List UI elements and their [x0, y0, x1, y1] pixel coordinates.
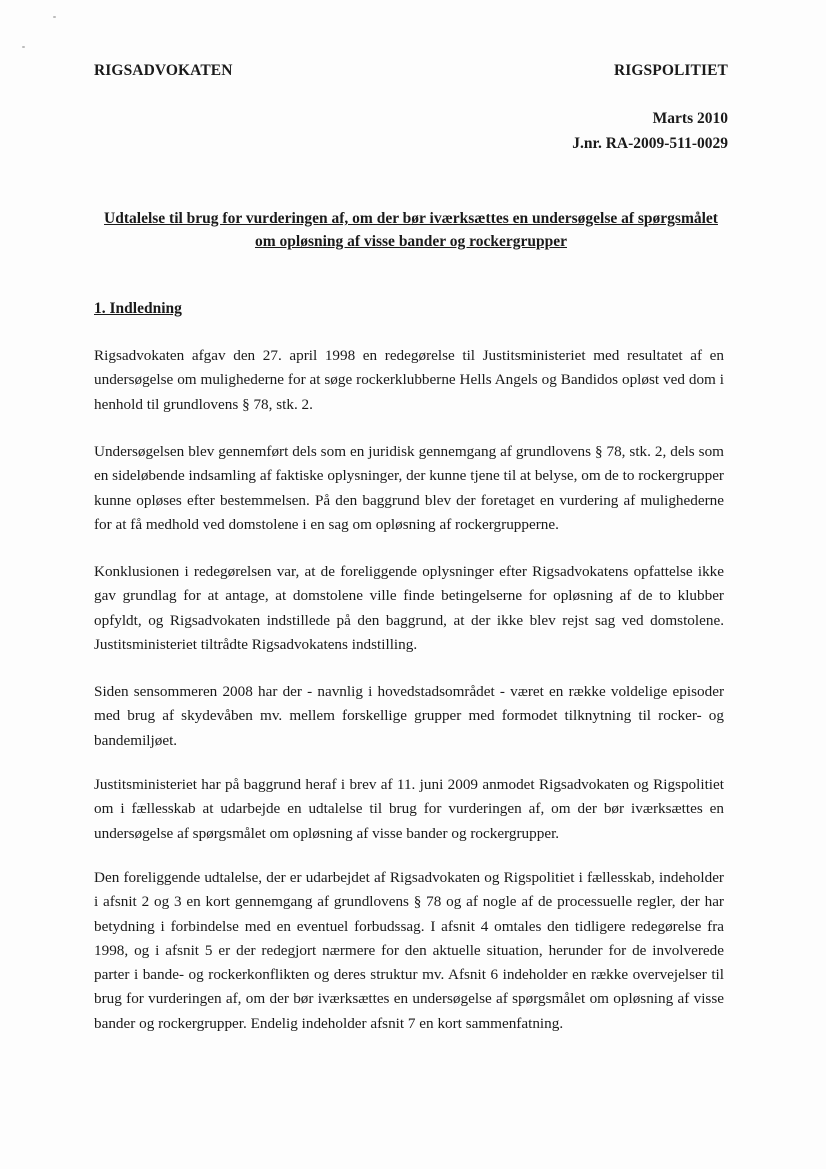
- paragraph: Justitsministeriet har på baggrund heraf i brev af 11. juni 2009 anmodet Rigsadvokaten og Rigspolitiet om i fællesskab at udarbejde en udtalelse til brug for vurderingen af, om der bør iværksættes en undersøgelse af spørgsmålet om opløsning af visse bander og rockergrupper.: [94, 776, 724, 842]
- paragraph: Siden sensommeren 2008 har der - navnlig i hovedstadsområdet - været en række voldelige episoder med brug af skydevåben mv. mellem forskellige grupper med formodet tilknytning til rocker- og bandemiljøet.: [94, 683, 724, 749]
- scan-speck: [22, 46, 25, 48]
- paragraph: Rigsadvokaten afgav den 27. april 1998 en redegørelse til Justitsministeriet med resultatet af en undersøgelse om mulighederne for at søge rockerklubberne Hells Angels og Bandidos opløst ved dom i henhold til grundlovens § 78, stk. 2.: [94, 347, 724, 413]
- header-right-org: RIGSPOLITIET: [613, 62, 728, 79]
- paragraph: Konklusionen i redegørelsen var, at de foreliggende oplysninger efter Rigsadvokatens opfattelse ikke gav grundlag for at antage, at domstolene ville finde betingelserne for opløsning af de to klubber opfyldt, og Rigsadvokaten indstillede på den baggrund, at der ikke blev rejst sag ved domstolene. Justitsministeriet tiltrådte Rigsadvokatens indstilling.: [94, 563, 724, 653]
- journal-number: J.nr. RA-2009-511-0029: [572, 135, 728, 152]
- section-heading: 1. Indledning: [94, 300, 182, 317]
- document-title: Udtalelse til brug for vurderingen af, om der bør iværksættes en undersøgelse af spørgsmålet om opløsning af visse bander og rockergrupper: [104, 210, 718, 250]
- paragraph: Den foreliggende udtalelse, der er udarbejdet af Rigsadvokaten og Rigspolitiet i fællesskab, indeholder i afsnit 2 og 3 en kort gennemgang af grundlovens § 78 og af nogle af de processuelle regler, der har betydning i forbindelse med en eventuel forbudssag. I afsnit 4 omtales den tidligere redegørelse fra 1998, og i afsnit 5 er der redegjort nærmere for den aktuelle situation, herunder for de involverede parter i bande- og rockerkonflikten og deres struktur mv. Afsnit 6 indeholder en række overvejelser til brug for vurderingen af, om der bør iværksættes en undersøgelse af spørgsmålet om opløsning af visse bander og rockergrupper. Endelig indeholder afsnit 7 en kort sammenfatning.: [94, 869, 724, 1032]
- scan-speck: [53, 16, 56, 18]
- paragraph: Undersøgelsen blev gennemført dels som en juridisk gennemgang af grundlovens § 78, stk. 2, dels som en sideløbende indsamling af faktiske oplysninger, der kunne tjene til at belyse, om de to rockergrupper kunne opløses efter bestemmelsen. På den baggrund blev der foretaget en vurdering af mulighederne for at få medhold ved domstolene i en sag om opløsning af rockergrupperne.: [94, 443, 724, 533]
- document-date: Marts 2010: [652, 110, 728, 127]
- header-left-org: RIGSADVOKATEN: [94, 62, 233, 79]
